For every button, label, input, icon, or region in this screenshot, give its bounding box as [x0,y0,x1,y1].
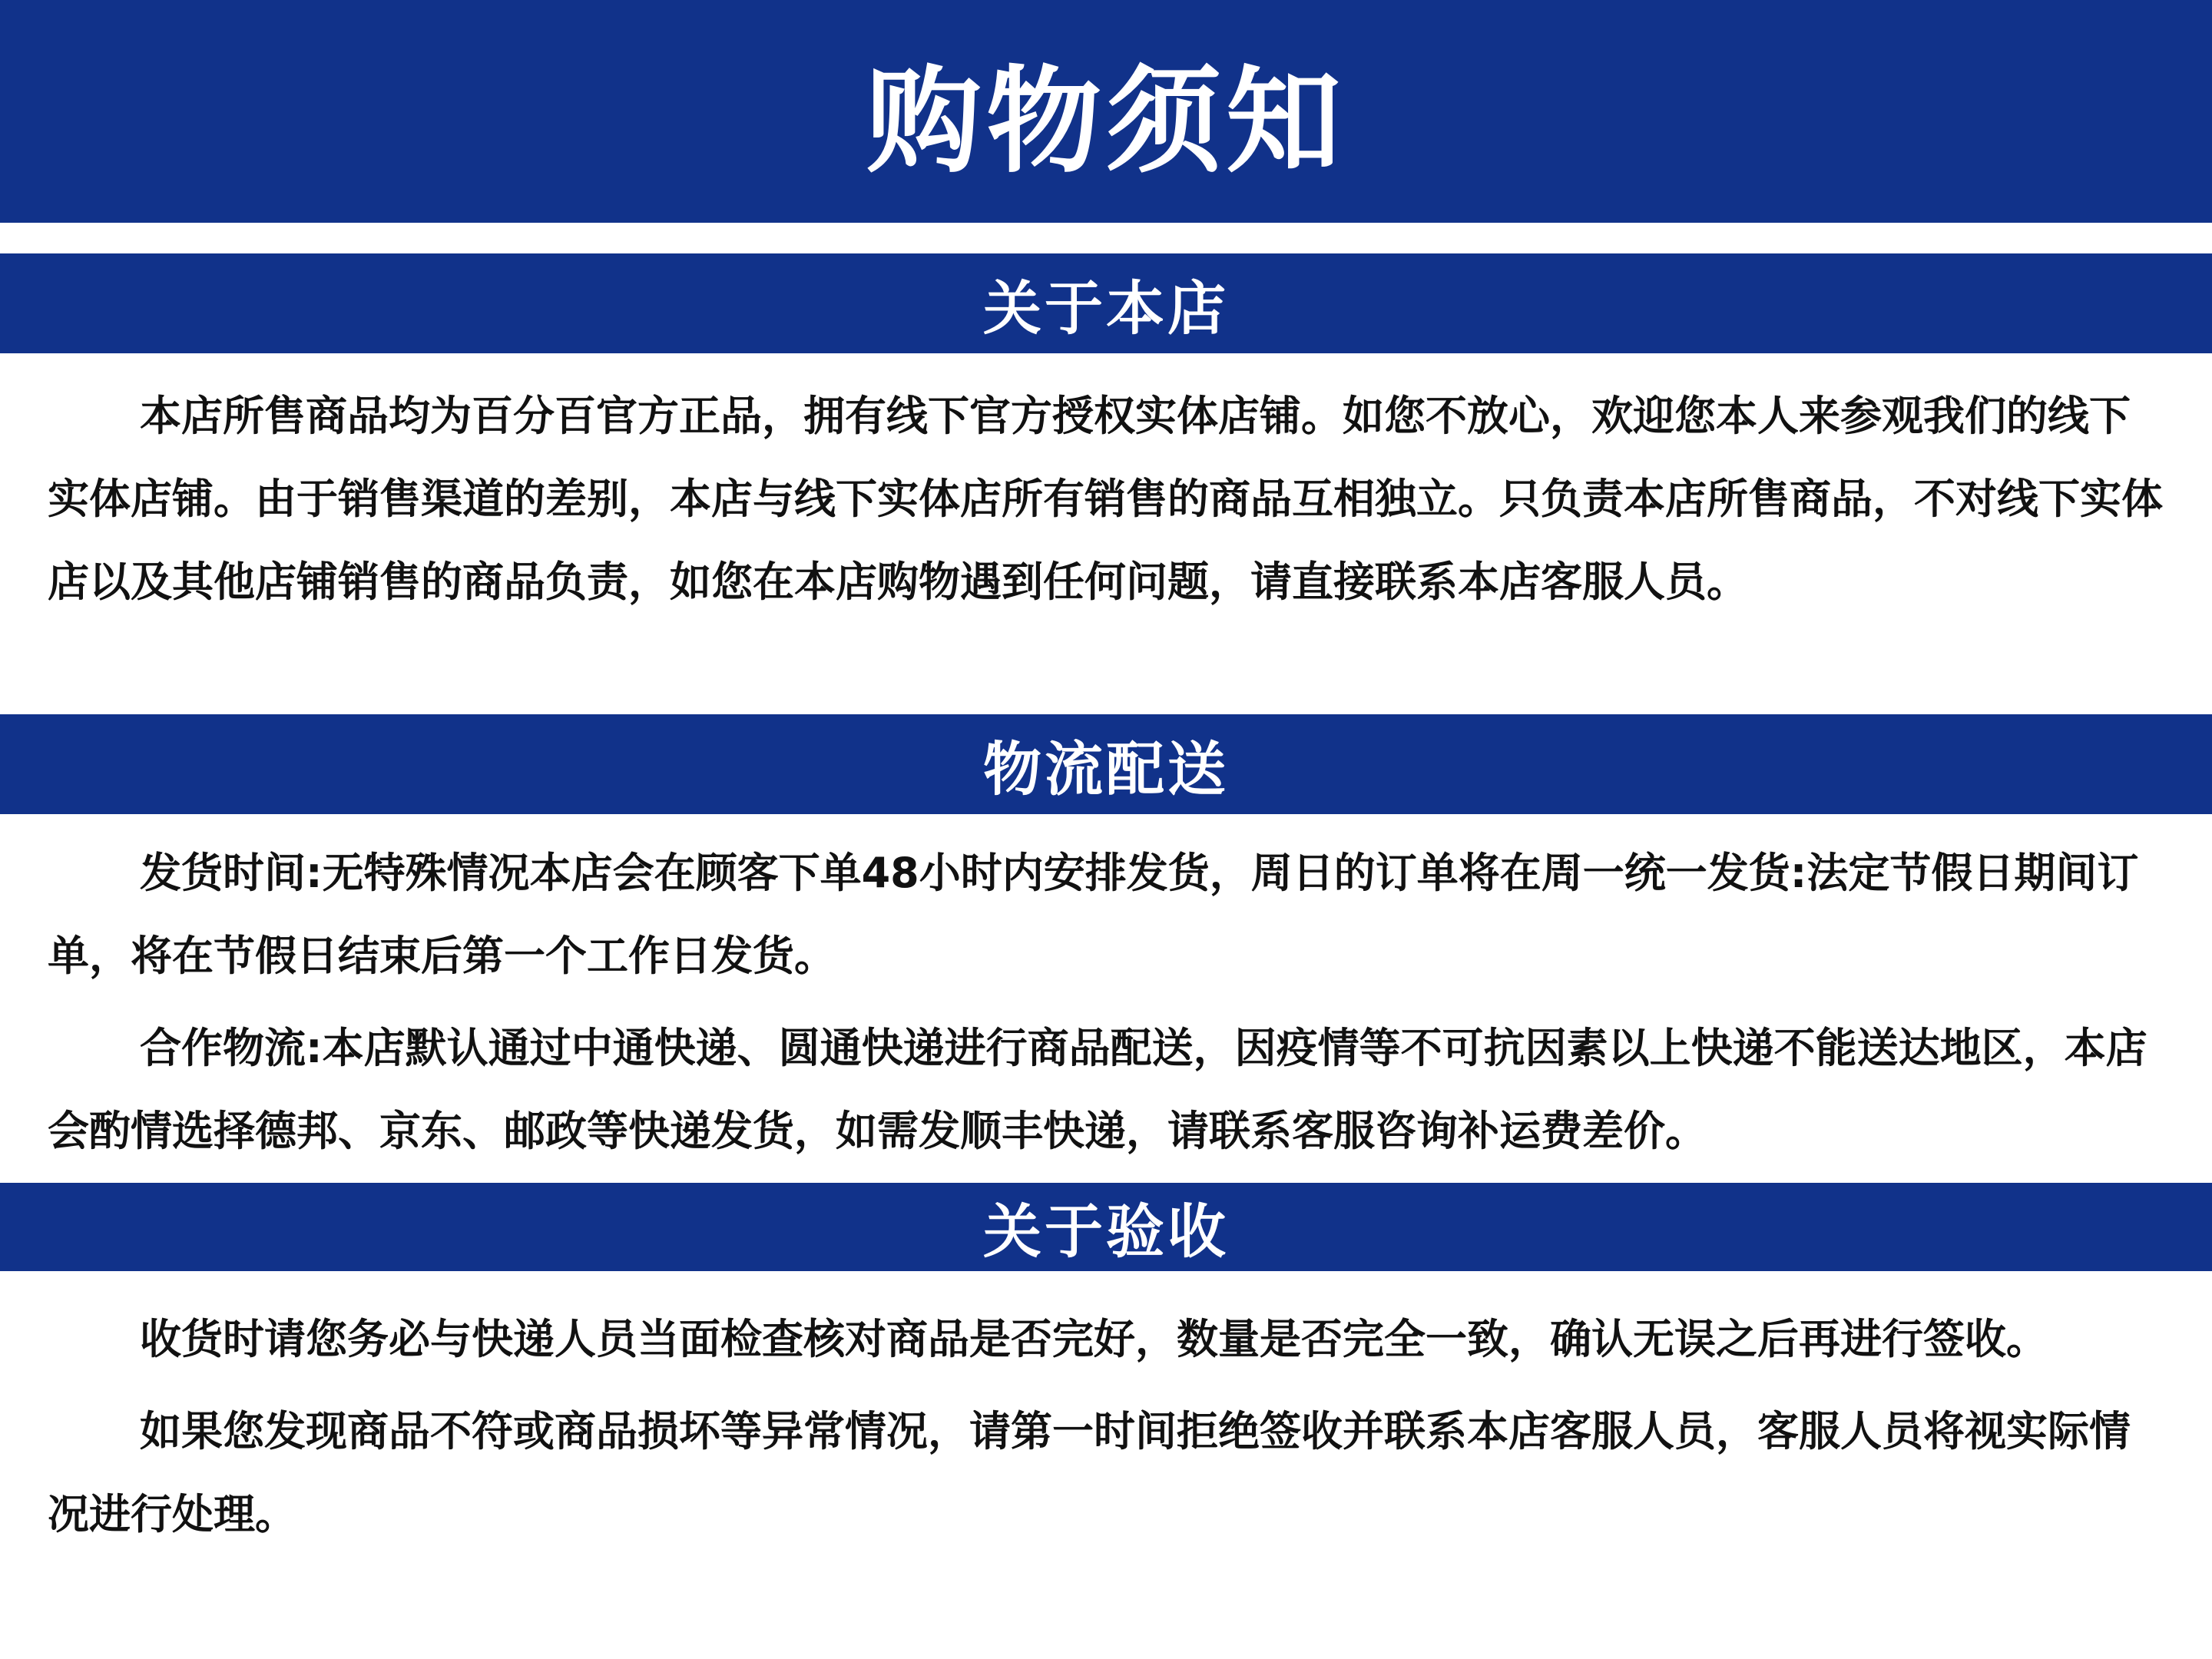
abnormal-handling-paragraph: 如果您发现商品不符或商品损坏等异常情况，请第一时间拒绝签收并联系本店客服人员，客服人员将视实际情况进行处理。 [48,1407,2131,1538]
page-title: 购物须知 [866,55,1346,189]
receipt-check-paragraph: 收货时请您务必与快递人员当面检查核对商品是否完好，数量是否完全一致，确认无误之后再进行签收。 [140,1315,2048,1363]
about-store-paragraph: 本店所售商品均为百分百官方正品，拥有线下官方授权实体店铺。如您不放心，欢迎您本人来参观我们的线下实体店铺。由于销售渠道的差别，本店与线下实体店所有销售的商品互相独立。只负责本店所售商品，不对线下实体店以及其他店铺销售的商品负责，如您在本店购物遇到任何问题，请直接联系本店客服人员。 [48,392,2163,606]
section-title-about-store: 关于本店 [983,273,1229,343]
section-title-logistics: 物流配送 [983,734,1229,803]
shipping-time-paragraph: 发货时间:无特殊情况本店会在顾客下单48小时内安排发货，周日的订单将在周一统一发货:法定节假日期间订单，将在节假日结束后第一个工作日发货。 [48,849,2139,980]
section-body-inspection [48,1298,2167,1556]
section-body-about-store [48,375,2167,624]
section-header-about-store [0,253,2212,353]
partner-logistics-paragraph: 合作物流:本店默认通过中通快递、圆通快递进行商品配送，因疫情等不可抗因素以上快递不能送达地区，本店会酌情选择德邦、京东、邮政等快递发货，如需发顺丰快递，请联系客服咨询补运费差价。 [48,1024,2147,1155]
section-body-logistics [48,832,2167,1173]
section-header-inspection [0,1183,2212,1271]
section-header-logistics [0,714,2212,814]
section-title-inspection: 关于验收 [983,1197,1229,1266]
page-title-banner [0,0,2212,223]
